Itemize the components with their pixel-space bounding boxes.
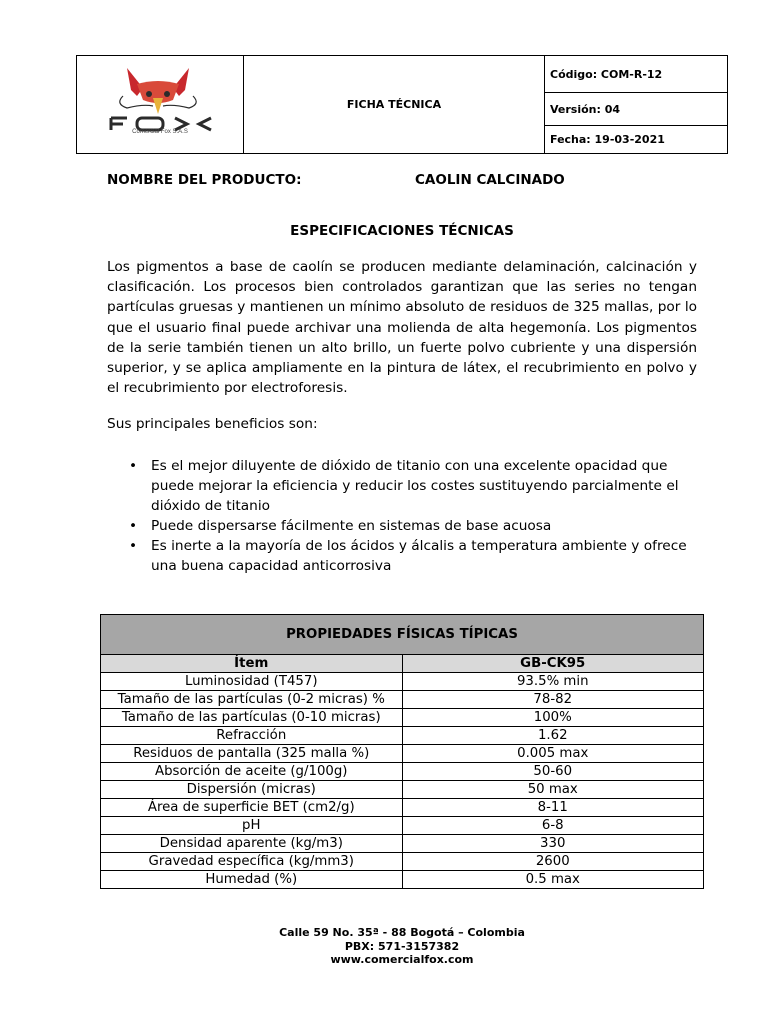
footer-address: Calle 59 No. 35ª - 88 Bogotá – Colombia — [279, 926, 525, 939]
property-name-cell: Refracción — [101, 727, 403, 745]
property-value-cell: 50 max — [402, 781, 704, 799]
property-name-cell: Gravedad específica (kg/mm3) — [101, 853, 403, 871]
table-row — [101, 709, 704, 727]
document-date: Fecha: 19-03-2021 — [545, 125, 728, 153]
property-name-cell: Dispersión (micras) — [101, 781, 403, 799]
table-row — [101, 781, 704, 799]
list-item — [107, 516, 707, 536]
document-title: FICHA TÉCNICA — [244, 56, 545, 154]
property-name-cell: pH — [101, 817, 403, 835]
company-logo — [77, 56, 243, 153]
table-row — [101, 817, 704, 835]
column-header-item: Ítem — [101, 655, 403, 673]
table-row — [101, 673, 704, 691]
table-row — [101, 835, 704, 853]
benefits-list — [107, 456, 707, 576]
logo-subtitle: Comercial Fox S.A.S — [132, 129, 188, 135]
property-value-cell: 2600 — [402, 853, 704, 871]
benefit-text: Puede dispersarse fácilmente en sistemas de base acuosa — [151, 518, 552, 534]
logo-cell — [77, 56, 244, 154]
property-name-cell: Tamaño de las partículas (0-2 micras) % — [101, 691, 403, 709]
property-name-cell: Absorción de aceite (g/100g) — [101, 763, 403, 781]
property-value-cell: 330 — [402, 835, 704, 853]
property-value-cell: 1.62 — [402, 727, 704, 745]
property-value-cell: 50-60 — [402, 763, 704, 781]
table-row — [101, 853, 704, 871]
table-row — [101, 871, 704, 889]
intro-paragraph: Los pigmentos a base de caolín se producen mediante delaminación, calcinación y clasificación. Los procesos bien controlados garantizan que las series no tengan partículas gruesas y mantienen un mínimo absoluto de residuos de 325 mallas, por lo que el usuario final puede archivar una molienda de alta hegemonía. Los pigmentos de la serie también tienen un alto brillo, un fuerte polvo cubriente y una dispersión superior, y se aplica ampliamente en la pintura de látex, el recubrimiento en polvo y el recubrimiento por electroforesis. — [107, 259, 697, 397]
property-value-cell: 0.005 max — [402, 745, 704, 763]
property-name-cell: Tamaño de las partículas (0-10 micras) — [101, 709, 403, 727]
property-value-cell: 6-8 — [402, 817, 704, 835]
benefit-text: Es inerte a la mayoría de los ácidos y álcalis a temperatura ambiente y ofrece una buena capacidad anticorrosiva — [151, 538, 687, 574]
benefit-text: Es el mejor diluyente de dióxido de titanio con una excelente opacidad que puede mejorar la eficiencia y reducir los costes sustituyendo parcialmente el dióxido de titanio — [151, 458, 679, 514]
document-version: Versión: 04 — [545, 93, 728, 125]
product-name-value: CAOLIN CALCINADO — [415, 172, 565, 188]
bullet-icon: • — [129, 518, 138, 534]
column-header-grade: GB-CK95 — [402, 655, 704, 673]
specs-heading: ESPECIFICACIONES TÉCNICAS — [290, 223, 514, 239]
product-name-row — [107, 172, 707, 192]
property-name-cell: Luminosidad (T457) — [101, 673, 403, 691]
properties-table-body — [101, 673, 704, 889]
properties-table — [100, 614, 704, 889]
product-name-label: NOMBRE DEL PRODUCTO: — [107, 172, 302, 188]
table-row — [101, 691, 704, 709]
bullet-icon: • — [129, 458, 138, 474]
property-value-cell: 8-11 — [402, 799, 704, 817]
property-value-cell: 93.5% min — [402, 673, 704, 691]
list-item — [107, 456, 707, 516]
properties-table-title: PROPIEDADES FÍSICAS TÍPICAS — [101, 615, 704, 655]
fox-logo-icon — [77, 56, 243, 153]
property-value-cell: 0.5 max — [402, 871, 704, 889]
benefits-intro: Sus principales beneficios son: — [107, 416, 318, 432]
table-row — [101, 799, 704, 817]
table-row — [101, 763, 704, 781]
footer-phone: PBX: 571-3157382 — [344, 939, 460, 953]
document-code: Código: COM-R-12 — [545, 56, 728, 93]
page-footer — [0, 926, 768, 967]
property-name-cell: Humedad (%) — [101, 871, 403, 889]
table-row — [101, 745, 704, 763]
list-item — [107, 536, 707, 576]
property-name-cell: Área de superficie BET (cm2/g) — [101, 799, 403, 817]
property-name-cell: Residuos de pantalla (325 malla %) — [101, 745, 403, 763]
property-value-cell: 78-82 — [402, 691, 704, 709]
document-header — [76, 55, 728, 154]
property-value-cell: 100% — [402, 709, 704, 727]
table-row — [101, 727, 704, 745]
bullet-icon: • — [129, 538, 138, 554]
property-name-cell: Densidad aparente (kg/m3) — [101, 835, 403, 853]
footer-website: www.comercialfox.com — [330, 953, 474, 966]
